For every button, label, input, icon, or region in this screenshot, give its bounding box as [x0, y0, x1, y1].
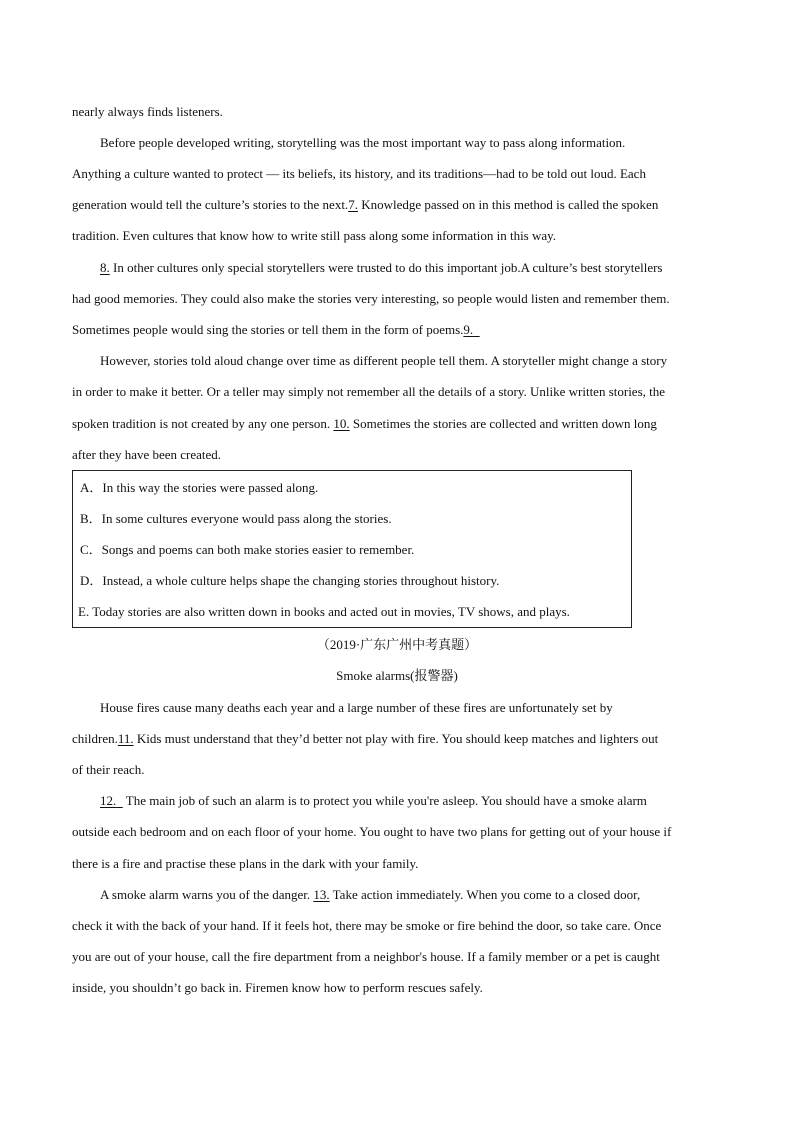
text-line: House fires cause many deaths each year and a large number of these fires are unfortunately set by	[100, 700, 613, 715]
text-line: Sometimes people would sing the stories or tell them in the form of poems.9.	[72, 322, 474, 337]
text-line: A smoke alarm warns you of the danger. 13. Take action immediately. When you come to a closed door,	[100, 887, 641, 902]
text-line: of their reach.	[72, 762, 145, 777]
text-line: However, stories told aloud change over time as different people tell them. A storyteller might change a story	[100, 353, 668, 368]
text-line: outside each bedroom and on each floor of your home. You ought to have two plans for getting out of your house if	[72, 824, 672, 839]
text-line: after they have been created.	[72, 447, 222, 462]
text-line: inside, you shouldn’t go back in. Firemen know how to perform rescues safely.	[72, 980, 483, 995]
source-note: （2019·广东广州中考真题）	[316, 637, 478, 652]
text-line: generation would tell the culture’s stories to the next.7. Knowledge passed on in this method is called the spoken	[72, 197, 659, 212]
blank-13[interactable]: 13.	[313, 887, 330, 902]
options-box	[72, 470, 632, 628]
text-line: Anything a culture wanted to protect — its beliefs, its history, and its traditions—had to be told out loud. Each	[72, 166, 646, 181]
blank-12[interactable]: 12.	[100, 793, 117, 808]
text-line: in order to make it better. Or a teller may simply not remember all the details of a story. Unlike written stories, the	[72, 384, 666, 399]
option-d: D．Instead, a whole culture helps shape the changing stories throughout history.	[80, 573, 500, 588]
blank-11[interactable]: 11.	[117, 731, 134, 746]
text-line: 8. In other cultures only special storytellers were trusted to do this important job.A culture’s best storytellers	[100, 260, 663, 275]
text-line: tradition. Even cultures that know how to write still pass along some information in this way.	[72, 228, 557, 243]
text-line: Before people developed writing, storytelling was the most important way to pass along information.	[100, 135, 626, 150]
text-line: you are out of your house, call the fire department from a neighbor's house. If a family member or a pet is caught	[72, 949, 660, 964]
option-b: B．In some cultures everyone would pass along the stories.	[80, 511, 392, 526]
blank-9[interactable]: 9.	[463, 322, 474, 337]
option-e: E. Today stories are also written down in books and acted out in movies, TV shows, and plays.	[78, 604, 570, 619]
text-line: there is a fire and practise these plans in the dark with your family.	[72, 856, 419, 871]
text-line: had good memories. They could also make the stories very interesting, so people would listen and remember them.	[72, 291, 670, 306]
text-line: spoken tradition is not created by any one person. 10. Sometimes the stories are collected and written down long	[72, 416, 657, 431]
text-line: nearly always finds listeners.	[72, 104, 223, 119]
passage-title: Smoke alarms(报警器)	[336, 668, 458, 683]
blank-10[interactable]: 10.	[333, 416, 350, 431]
option-a: A．In this way the stories were passed along.	[80, 480, 319, 495]
blank-7[interactable]: 7.	[348, 197, 358, 212]
option-c: C．Songs and poems can both make stories easier to remember.	[80, 542, 415, 557]
text-line: 12. The main job of such an alarm is to protect you while you're asleep. You should have a smoke alarm	[100, 793, 647, 808]
text-line: children.11. Kids must understand that they’d better not play with fire. You should keep matches and lighters out	[72, 731, 659, 746]
blank-8[interactable]: 8.	[100, 260, 110, 275]
text-line: check it with the back of your hand. If it feels hot, there may be smoke or fire behind the door, so take care. Once	[72, 918, 662, 933]
